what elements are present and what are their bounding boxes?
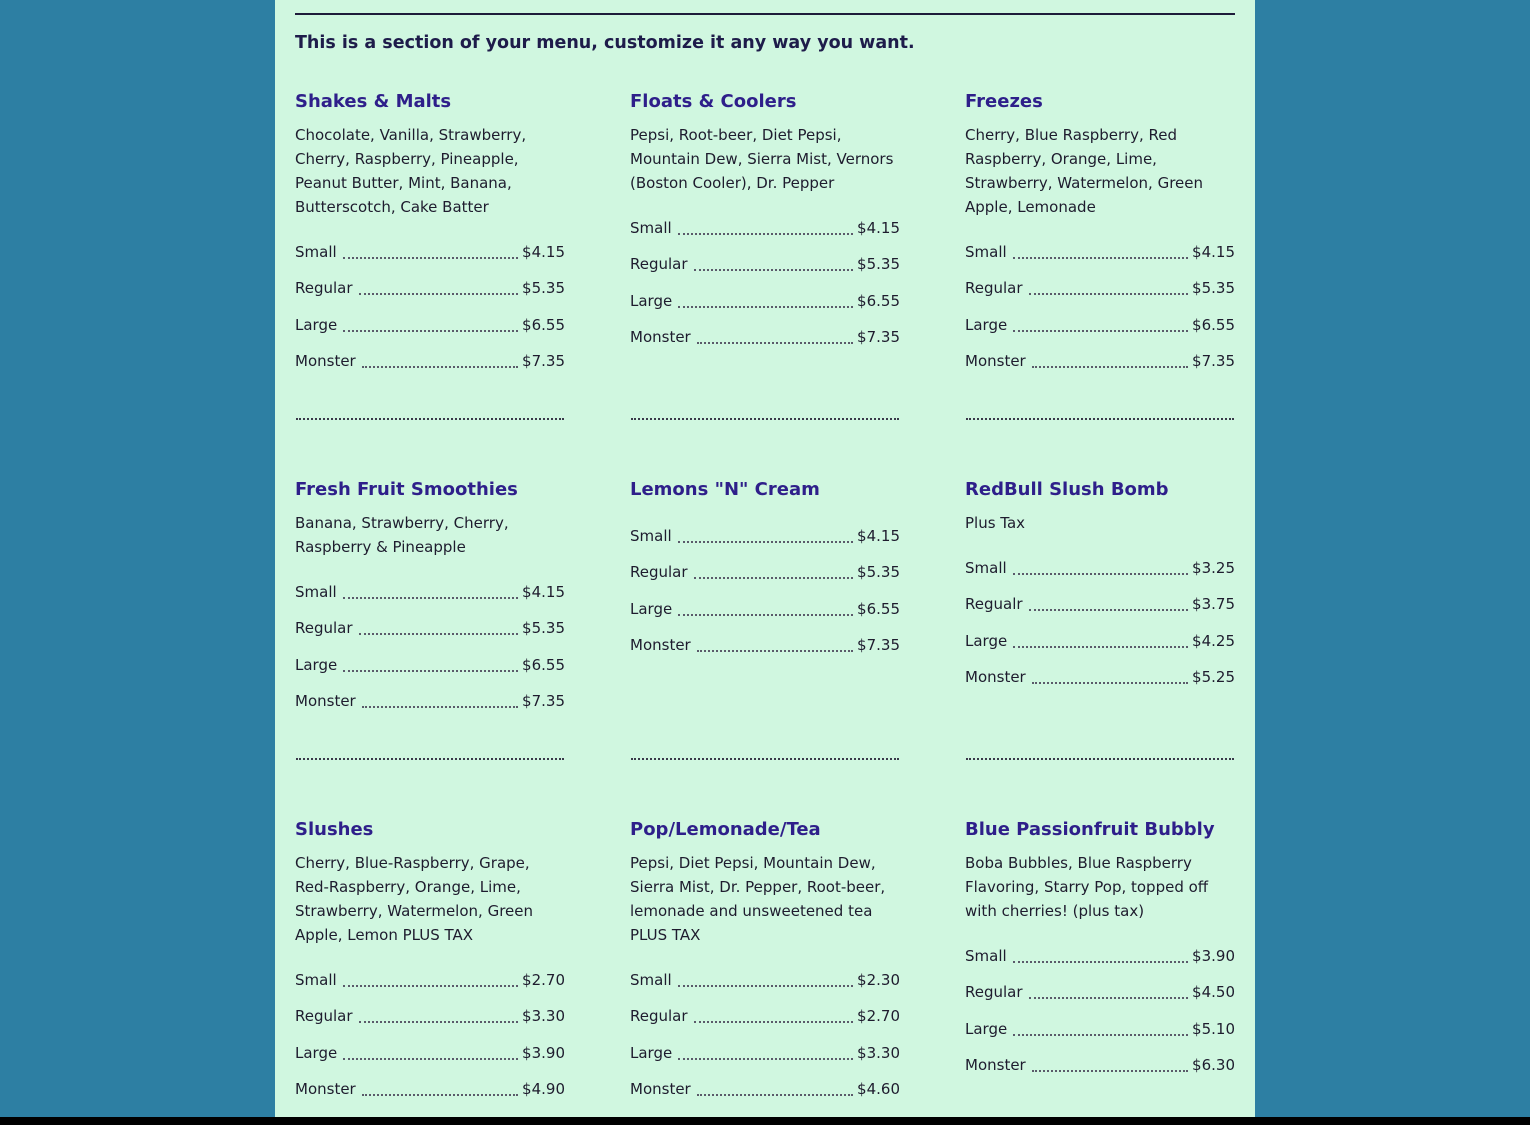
price-value: $2.70: [522, 970, 565, 989]
price-value: $4.15: [1192, 242, 1235, 261]
price-value: $5.35: [857, 255, 900, 274]
dot-leader: [343, 596, 518, 599]
price-row: [295, 961, 565, 998]
price-value: $4.15: [857, 526, 900, 545]
size-label: Monster: [965, 352, 1026, 371]
dot-leader: [1032, 365, 1188, 368]
size-label: Regular: [630, 563, 688, 582]
size-label: Regular: [295, 279, 353, 298]
size-label: Small: [965, 242, 1007, 261]
section-description: Cherry, Blue Raspberry, Red Raspberry, Orange, Lime, Strawberry, Watermelon, Green Apple, Lemonade: [965, 126, 1203, 216]
price-row: [630, 246, 900, 283]
size-label: Small: [295, 582, 337, 601]
size-label: Regular: [630, 1007, 688, 1026]
price-row: [965, 270, 1235, 307]
section-description: Pepsi, Diet Pepsi, Mountain Dew, Sierra Mist, Dr. Pepper, Root-beer, lemonade and unsweetened tea PLUS TAX: [630, 854, 886, 944]
dot-leader: [1013, 645, 1188, 648]
menu-section-fresh-fruit-smoothies: [295, 474, 565, 719]
size-label: Regular: [965, 279, 1023, 298]
price-value: $3.30: [857, 1043, 900, 1062]
dot-leader: [1029, 996, 1189, 999]
dot-leader: [1013, 256, 1188, 259]
price-row: [965, 937, 1235, 974]
size-label: Large: [965, 315, 1008, 334]
section-divider: [296, 418, 564, 420]
price-row: [965, 1010, 1235, 1047]
price-value: $6.55: [1192, 315, 1235, 334]
size-label: Monster: [965, 668, 1026, 687]
dot-leader: [343, 984, 518, 987]
menu-section-shakes-malts: [295, 86, 565, 379]
size-label: Monster: [965, 1056, 1026, 1075]
size-label: Regular: [630, 255, 688, 274]
menu-section-blue-passionfruit-bubbly: [965, 814, 1235, 1083]
section-title: Freezes: [965, 91, 1043, 112]
price-value: $6.55: [857, 291, 900, 310]
price-row: [295, 270, 565, 307]
price-row: [965, 974, 1235, 1011]
price-list: [295, 961, 565, 1107]
section-title: Floats & Coolers: [630, 91, 797, 112]
price-value: $7.35: [1192, 352, 1235, 371]
price-value: $2.70: [857, 1007, 900, 1026]
price-row: [295, 1071, 565, 1108]
price-row: [965, 549, 1235, 586]
price-row: [630, 554, 900, 591]
price-row: [295, 683, 565, 720]
dot-leader: [678, 232, 853, 235]
dot-leader: [1013, 1033, 1188, 1036]
section-description: Boba Bubbles, Blue Raspberry Flavoring, Starry Pop, topped off with cherries! (plus tax): [965, 854, 1209, 920]
dot-leader: [362, 705, 518, 708]
menu-section-redbull-slush-bomb: [965, 474, 1235, 695]
menu-section-slushes: [295, 814, 565, 1107]
menu-panel: [275, 0, 1255, 1117]
dot-leader: [1013, 329, 1188, 332]
price-value: $5.35: [857, 563, 900, 582]
size-label: Regular: [295, 619, 353, 638]
section-title: Shakes & Malts: [295, 91, 452, 112]
dot-leader: [359, 292, 519, 295]
section-title: Pop/Lemonade/Tea: [630, 819, 821, 840]
size-label: Small: [965, 946, 1007, 965]
dot-leader: [359, 1020, 519, 1023]
section-title: Lemons "N" Cream: [630, 479, 820, 500]
size-label: Large: [295, 1043, 338, 1062]
price-row: [630, 961, 900, 998]
section-description: Banana, Strawberry, Cherry, Raspberry & Pineapple: [295, 514, 509, 556]
price-row: [630, 1034, 900, 1071]
menu-section-pop-lemonade-tea: [630, 814, 900, 1107]
price-value: $7.35: [522, 692, 565, 711]
price-row: [295, 573, 565, 610]
section-title: RedBull Slush Bomb: [965, 479, 1169, 500]
dot-leader: [697, 341, 853, 344]
price-value: $3.90: [522, 1043, 565, 1062]
price-row: [965, 233, 1235, 270]
top-divider: [295, 13, 1235, 15]
price-list: [295, 233, 565, 379]
section-divider: [296, 758, 564, 760]
size-label: Small: [630, 970, 672, 989]
dot-leader: [694, 1020, 854, 1023]
price-list: [630, 209, 900, 355]
price-value: $4.50: [1192, 983, 1235, 1002]
dot-leader: [678, 540, 853, 543]
price-value: $6.55: [522, 655, 565, 674]
price-row: [630, 1071, 900, 1108]
dot-leader: [678, 984, 853, 987]
dot-leader: [343, 256, 518, 259]
menu-section-freezes: [965, 86, 1235, 379]
price-row: [630, 282, 900, 319]
section-description: Pepsi, Root-beer, Diet Pepsi, Mountain Dew, Sierra Mist, Vernors (Boston Cooler), Dr. Pepper: [630, 126, 894, 192]
price-list: [630, 961, 900, 1107]
size-label: Regular: [965, 983, 1023, 1002]
size-label: Monster: [295, 692, 356, 711]
price-value: $6.55: [857, 599, 900, 618]
section-description: Cherry, Blue-Raspberry, Grape, Red-Raspberry, Orange, Lime, Strawberry, Watermelon, Green Apple, Lemon PLUS TAX: [295, 854, 533, 944]
price-value: $3.25: [1192, 558, 1235, 577]
price-value: $2.30: [857, 970, 900, 989]
size-label: Large: [965, 631, 1008, 650]
size-label: Monster: [295, 352, 356, 371]
price-row: [295, 998, 565, 1035]
size-label: Large: [295, 315, 338, 334]
menu-section-lemons-n-cream: [630, 474, 900, 663]
section-title: Blue Passionfruit Bubbly: [965, 819, 1215, 840]
price-value: $7.35: [857, 328, 900, 347]
dot-leader: [1029, 292, 1189, 295]
menu-section-floats-coolers: [630, 86, 900, 355]
price-row: [630, 998, 900, 1035]
size-label: Monster: [295, 1080, 356, 1099]
price-row: [965, 586, 1235, 623]
dot-leader: [362, 365, 518, 368]
dot-leader: [343, 329, 518, 332]
price-row: [630, 590, 900, 627]
dot-leader: [359, 632, 519, 635]
price-row: [965, 622, 1235, 659]
section-title: Slushes: [295, 819, 374, 840]
price-row: [295, 610, 565, 647]
price-value: $5.35: [522, 279, 565, 298]
price-row: [965, 343, 1235, 380]
section-description: Plus Tax: [965, 514, 1026, 532]
price-row: [965, 306, 1235, 343]
dot-leader: [343, 1057, 518, 1060]
dot-leader: [1032, 681, 1188, 684]
price-row: [295, 646, 565, 683]
price-value: $6.55: [522, 315, 565, 334]
price-row: [965, 1047, 1235, 1084]
dot-leader: [1013, 572, 1188, 575]
dot-leader: [1029, 608, 1189, 611]
section-description: Chocolate, Vanilla, Strawberry, Cherry, Raspberry, Pineapple, Peanut Butter, Mint, Banana, Butterscotch, Cake Batter: [295, 126, 527, 216]
dot-leader: [694, 576, 854, 579]
section-divider: [631, 418, 899, 420]
dot-leader: [697, 1093, 853, 1096]
price-value: $3.75: [1192, 595, 1235, 614]
size-label: Large: [295, 655, 338, 674]
dot-leader: [362, 1093, 518, 1096]
price-list: [295, 573, 565, 719]
price-row: [630, 209, 900, 246]
price-row: [630, 627, 900, 664]
section-title: Fresh Fruit Smoothies: [295, 479, 518, 500]
dot-leader: [1013, 960, 1188, 963]
size-label: Small: [295, 242, 337, 261]
size-label: Small: [630, 526, 672, 545]
price-value: $4.15: [857, 218, 900, 237]
price-value: $4.90: [522, 1080, 565, 1099]
size-label: Monster: [630, 636, 691, 655]
price-value: $5.35: [1192, 279, 1235, 298]
price-row: [295, 1034, 565, 1071]
price-row: [295, 306, 565, 343]
dot-leader: [678, 305, 853, 308]
price-value: $4.15: [522, 242, 565, 261]
dot-leader: [694, 268, 854, 271]
size-label: Small: [295, 970, 337, 989]
dot-leader: [678, 1057, 853, 1060]
price-value: $4.15: [522, 582, 565, 601]
price-row: [630, 517, 900, 554]
size-label: Large: [630, 1043, 673, 1062]
price-row: [295, 233, 565, 270]
price-value: $6.30: [1192, 1056, 1235, 1075]
dot-leader: [697, 649, 853, 652]
size-label: Regular: [295, 1007, 353, 1026]
price-value: $5.25: [1192, 668, 1235, 687]
size-label: Small: [965, 558, 1007, 577]
price-value: $4.25: [1192, 631, 1235, 650]
price-value: $4.60: [857, 1080, 900, 1099]
price-row: [630, 319, 900, 356]
price-value: $5.35: [522, 619, 565, 638]
price-row: [965, 659, 1235, 696]
size-label: Large: [965, 1019, 1008, 1038]
price-value: $3.90: [1192, 946, 1235, 965]
price-row: [295, 343, 565, 380]
price-list: [965, 233, 1235, 379]
size-label: Large: [630, 599, 673, 618]
dot-leader: [1032, 1069, 1188, 1072]
price-list: [965, 937, 1235, 1083]
price-list: [965, 549, 1235, 695]
size-label: Regualr: [965, 595, 1023, 614]
price-value: $3.30: [522, 1007, 565, 1026]
size-label: Large: [630, 291, 673, 310]
price-value: $7.35: [857, 636, 900, 655]
price-value: $7.35: [522, 352, 565, 371]
menu-intro: This is a section of your menu, customize it any way you want.: [295, 33, 915, 53]
section-divider: [631, 758, 899, 760]
size-label: Monster: [630, 328, 691, 347]
bottom-bar: [0, 1117, 1530, 1125]
size-label: Small: [630, 218, 672, 237]
dot-leader: [343, 669, 518, 672]
size-label: Monster: [630, 1080, 691, 1099]
section-divider: [966, 758, 1234, 760]
price-value: $5.10: [1192, 1019, 1235, 1038]
dot-leader: [678, 613, 853, 616]
section-divider: [966, 418, 1234, 420]
price-list: [630, 517, 900, 663]
